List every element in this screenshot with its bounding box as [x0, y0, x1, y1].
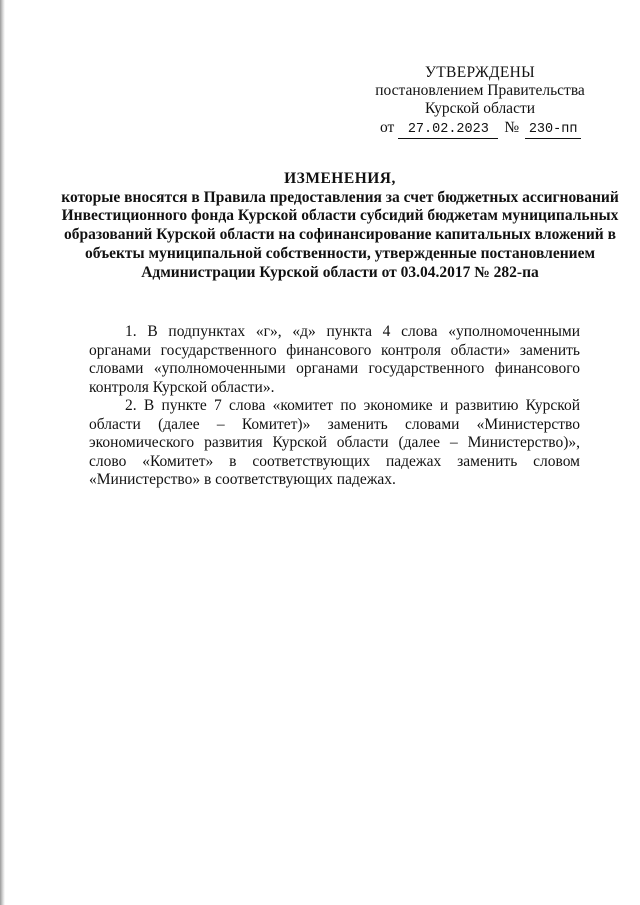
document-body: [89, 323, 580, 490]
scan-edge-shadow: [0, 0, 5, 905]
approval-heading: УТВЕРЖДЕНЫ: [425, 64, 535, 81]
approval-line-1: постановлением Правительства: [375, 82, 585, 99]
document-subtitle: которые вносятся в Правила предоставления за счет бюджетных ассигнований Инвестиционного фонда Курской области субсидий бюджетам муниципальных образований Курской области на софинансирование капитальных вложений в объекты муниципальной собственности, утвержденные постановлением Администрации Курской области от 03.04.2017 № 282-па: [61, 188, 619, 281]
document-title: ИЗМЕНЕНИЯ,: [284, 170, 396, 187]
paragraph-1: 1. В подпунктах «г», «д» пункта 4 слова «уполномоченными органами государственного финансового контроля области» заменить словами «уполномоченными органами государственного финансового контроля Курской области».: [89, 323, 580, 396]
approval-date-number-line: [360, 119, 600, 139]
approval-stamp-block: [360, 64, 600, 139]
number-prefix: №: [504, 119, 520, 136]
approval-number-field: 230-пп: [525, 122, 581, 139]
approval-line-2: Курской области: [424, 100, 536, 117]
approval-date-field: 27.02.2023: [398, 122, 498, 139]
document-title-block: [60, 170, 620, 282]
paragraph-2: 2. В пункте 7 слова «комитет по экономике и развитию Курской области (далее – Комитет)» заменить словами «Министерство экономического развития Курской области (далее – Министерство)», слово «Комитет» в соответствующих падежах заменить словом «Министерство» в соответствующих падежах.: [89, 397, 580, 488]
date-prefix: от: [380, 119, 395, 136]
